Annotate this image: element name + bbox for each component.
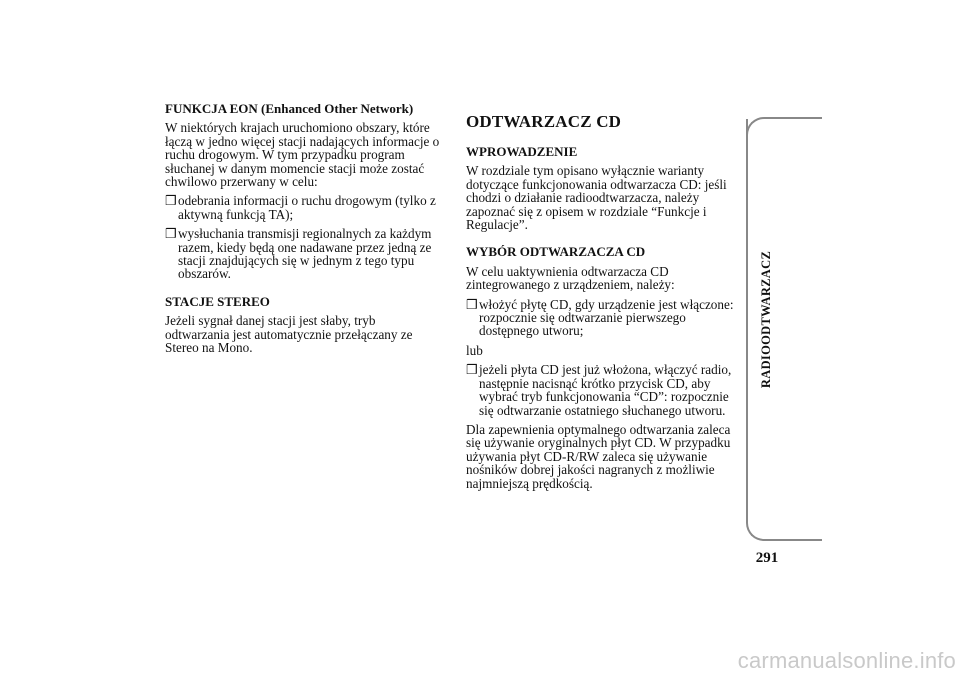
intro-text: W rozdziale tym opisano wyłącznie warianty dotyczące funkcjonowania odtwarzacza CD: jeśli chodzi o działanie radioodtwarzacza, należy zapoznać się z opisem w rozdziale “Funkcje i Regulacje”. xyxy=(466,163,727,233)
bullet-text: włożyć płytę CD, gdy urządzenie jest włączone: rozpocznie się odtwarzanie pierwszego dostępnego utworu; xyxy=(479,296,734,339)
bullet-text: jeżeli płyta CD jest już włożona, włączyć radio, następnie nacisnąć krótko przycisk CD, aby wybrać tryb funkcjonowania “CD”: rozpocznie się odtwarzanie ostatniego słuchanego utworu. xyxy=(479,362,732,418)
checkbox-bullet-icon: ❒ xyxy=(466,296,478,312)
cd-player-title: ODTWARZACZ CD xyxy=(466,112,622,131)
intro-heading: WPROWADZENIE xyxy=(466,144,578,159)
or-text: lub xyxy=(466,342,483,358)
bullet-text: wysłuchania transmisji regionalnych za każdym razem, kiedy będą one nadawane przez jedną ze stacji znajdujących się w jednym z tego typu obszarów. xyxy=(178,226,432,282)
eon-intro: W niektórych krajach uruchomiono obszary, które łączą w jedno więcej stacji nadających informacje o ruchu drogowym. W tym przypadku program słuchanej w danym momencie stacji może zostać chwilowo przerwany w celu: xyxy=(165,120,440,190)
chapter-tab-text: RADIOODTWARZACZ xyxy=(759,250,774,388)
bullet-text: odebrania informacji o ruchu drogowym (tylko z aktywną funkcją TA); xyxy=(178,193,436,222)
left-column xyxy=(165,102,441,361)
cd-bullet-1 xyxy=(466,298,740,338)
select-heading: WYBÓR ODTWARZACZA CD xyxy=(466,244,646,260)
eon-bullet-1 xyxy=(165,194,441,221)
closing-text: Dla zapewnienia optymalnego odtwarzania zaleca się używanie oryginalnych płyt CD. W przypadku używania płyt CD-R/RW zaleca się używanie nośników dobrej jakości nagranych z możliwie najmniejszą prędkością. xyxy=(466,421,731,491)
checkbox-bullet-icon: ❒ xyxy=(165,226,177,242)
select-text: W celu uaktywnienia odtwarzacza CD zintegrowanego z urządzeniem, należy: xyxy=(466,263,675,293)
cd-bullet-2 xyxy=(466,363,740,417)
eon-bullet-2 xyxy=(165,227,441,281)
chapter-tab-label xyxy=(758,250,776,388)
checkbox-bullet-icon: ❒ xyxy=(466,362,478,378)
page-number: 291 xyxy=(755,550,779,566)
eon-heading: FUNKCJA EON (Enhanced Other Network) xyxy=(165,101,414,116)
checkbox-bullet-icon: ❒ xyxy=(165,193,177,209)
right-column xyxy=(466,102,740,496)
stereo-text: Jeżeli sygnał danej stacji jest słaby, tryb odtwarzania jest automatycznie przełączany ze Stereo na Mono. xyxy=(165,313,413,356)
watermark: carmanualsonline.info xyxy=(737,648,956,673)
stereo-heading: STACJE STEREO xyxy=(165,293,270,309)
